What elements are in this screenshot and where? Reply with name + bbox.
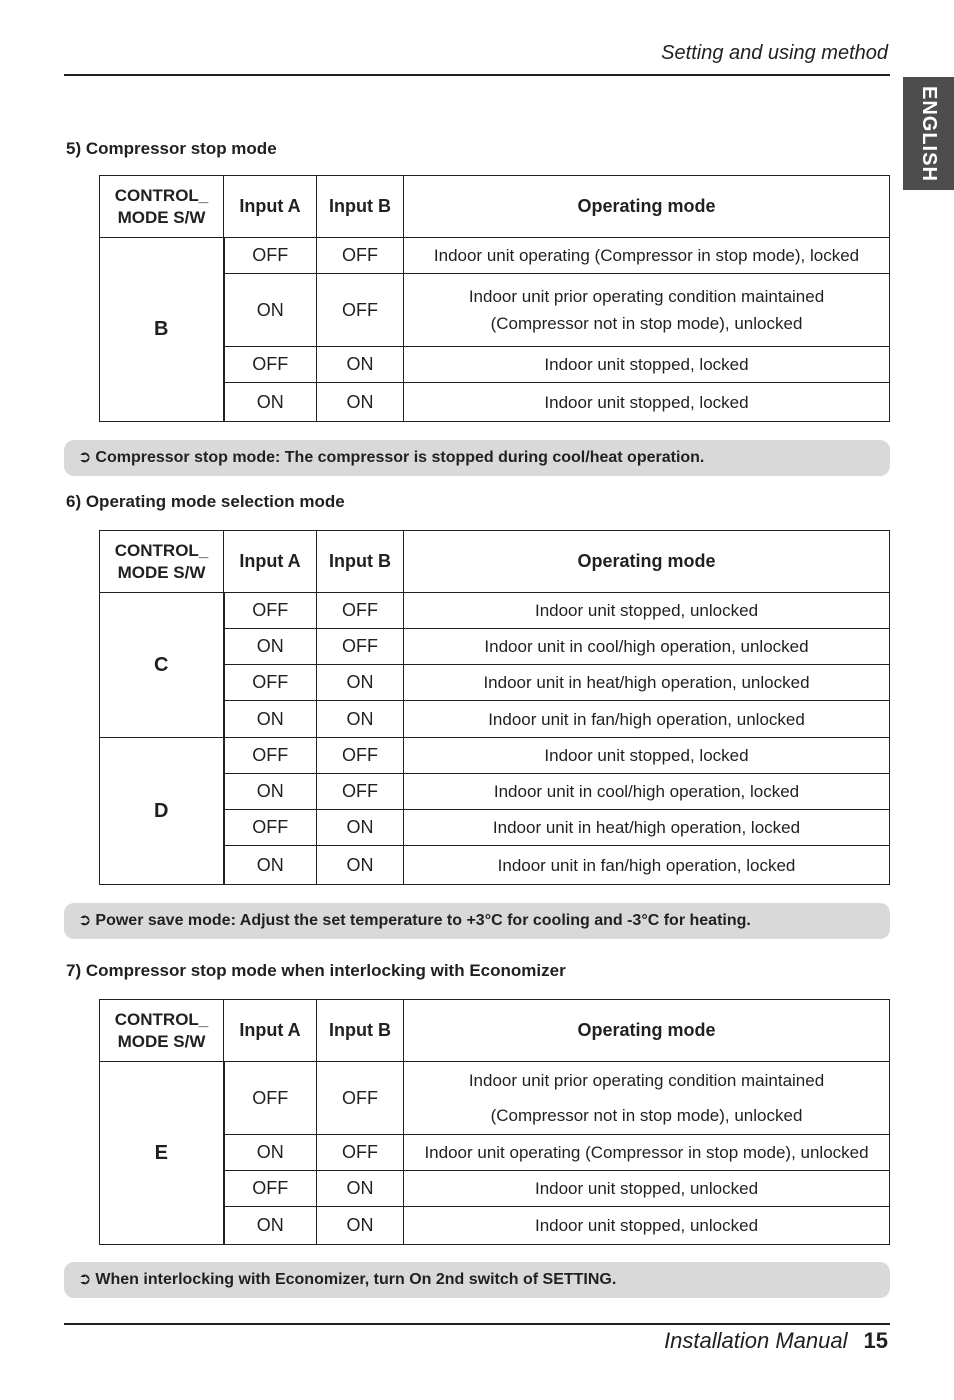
input-b-cell: OFF [317,274,404,347]
economizer-stop-mode-table [99,999,890,1245]
input-b-cell: OFF [317,738,404,774]
col-header-operating-mode: Operating mode [404,176,890,238]
col-header-control-mode: CONTROL_ MODE S/W [100,531,224,593]
mode-label-e: E [100,1062,224,1245]
operating-mode-cell: Indoor unit in cool/high operation, locked [404,774,890,810]
operating-mode-cell: Indoor unit stopped, locked [404,347,890,383]
col-header-input-a: Input A [224,1000,317,1062]
input-b-cell: ON [317,1171,404,1207]
mode-label-d: D [100,738,224,885]
operating-mode-cell: Indoor unit in fan/high operation, unlocked [404,701,890,738]
operating-mode-cell: Indoor unit operating (Compressor in stop mode), locked [404,238,890,274]
operating-mode-cell: Indoor unit prior operating condition maintained (Compressor not in stop mode), unlocked [404,1062,890,1135]
input-a-cell: ON [224,701,317,738]
input-a-cell: OFF [224,810,317,846]
input-a-cell: OFF [224,1062,317,1135]
col-header-input-b: Input B [317,176,404,238]
input-b-cell: OFF [317,774,404,810]
input-b-cell: ON [317,701,404,738]
col-header-input-a: Input A [224,531,317,593]
input-a-cell: ON [224,1135,317,1171]
operating-mode-cell: Indoor unit in fan/high operation, locked [404,846,890,885]
header-title: Setting and using method [661,42,888,64]
input-a-cell: OFF [224,1171,317,1207]
input-a-cell: OFF [224,238,317,274]
table-row [100,738,890,774]
input-b-cell: ON [317,810,404,846]
input-a-cell: ON [224,629,317,665]
table-header-row [100,531,890,593]
input-a-cell: ON [224,383,317,422]
section-title-5: 5) Compressor stop mode [66,139,277,158]
compressor-stop-mode-table [99,175,890,422]
operating-mode-cell: Indoor unit prior operating condition maintained (Compressor not in stop mode), unlocked [404,274,890,347]
table-header-row [100,176,890,238]
footer [664,1328,888,1354]
input-a-cell: ON [224,846,317,885]
input-b-cell: OFF [317,1135,404,1171]
input-b-cell: OFF [317,629,404,665]
section-title-6: 6) Operating mode selection mode [66,492,345,511]
input-b-cell: ON [317,1207,404,1245]
table-row [100,238,890,274]
input-a-cell: OFF [224,347,317,383]
table-row [100,593,890,629]
input-a-cell: OFF [224,665,317,701]
language-tab [903,77,954,190]
input-b-cell: OFF [317,1062,404,1135]
operating-mode-cell: Indoor unit stopped, unlocked [404,593,890,629]
col-header-control-mode: CONTROL_ MODE S/W [100,1000,224,1062]
input-a-cell: ON [224,1207,317,1245]
input-a-cell: ON [224,274,317,347]
table-row [100,1062,890,1135]
input-b-cell: ON [317,665,404,701]
arrow-icon: ➲ [78,1271,92,1288]
col-header-input-b: Input B [317,1000,404,1062]
footer-rule [64,1323,890,1325]
arrow-icon: ➲ [78,449,92,466]
col-header-input-b: Input B [317,531,404,593]
operating-mode-cell: Indoor unit stopped, locked [404,383,890,422]
mode-label-b: B [100,238,224,422]
input-b-cell: ON [317,846,404,885]
input-b-cell: OFF [317,593,404,629]
table-header-row [100,1000,890,1062]
language-tab-label: ENGLISH [918,85,940,182]
operating-mode-cell: Indoor unit in cool/high operation, unlocked [404,629,890,665]
operating-mode-selection-table [99,530,890,885]
input-a-cell: ON [224,774,317,810]
operating-mode-cell: Indoor unit in heat/high operation, locked [404,810,890,846]
col-header-input-a: Input A [224,176,317,238]
section-title-7: 7) Compressor stop mode when interlocking with Economizer [66,961,566,980]
arrow-icon: ➲ [78,912,92,929]
input-b-cell: ON [317,383,404,422]
input-b-cell: ON [317,347,404,383]
operating-mode-cell: Indoor unit stopped, unlocked [404,1171,890,1207]
footer-label: Installation Manual [664,1328,848,1353]
input-b-cell: OFF [317,238,404,274]
operating-mode-cell: Indoor unit stopped, locked [404,738,890,774]
operating-mode-cell: Indoor unit operating (Compressor in stop mode), unlocked [404,1135,890,1171]
col-header-operating-mode: Operating mode [404,531,890,593]
input-a-cell: OFF [224,738,317,774]
operating-mode-cell: Indoor unit stopped, unlocked [404,1207,890,1245]
note-economizer: ➲ When interlocking with Economizer, turn On 2nd switch of SETTING. [64,1262,890,1298]
col-header-control-mode: CONTROL_ MODE S/W [100,176,224,238]
header-rule [64,74,890,76]
col-header-operating-mode: Operating mode [404,1000,890,1062]
mode-label-c: C [100,593,224,738]
page-number: 15 [863,1328,888,1353]
input-a-cell: OFF [224,593,317,629]
note-power-save: ➲ Power save mode: Adjust the set temperature to +3°C for cooling and -3°C for heating. [64,903,890,939]
note-compressor-stop: ➲ Compressor stop mode: The compressor is stopped during cool/heat operation. [64,440,890,476]
operating-mode-cell: Indoor unit in heat/high operation, unlocked [404,665,890,701]
